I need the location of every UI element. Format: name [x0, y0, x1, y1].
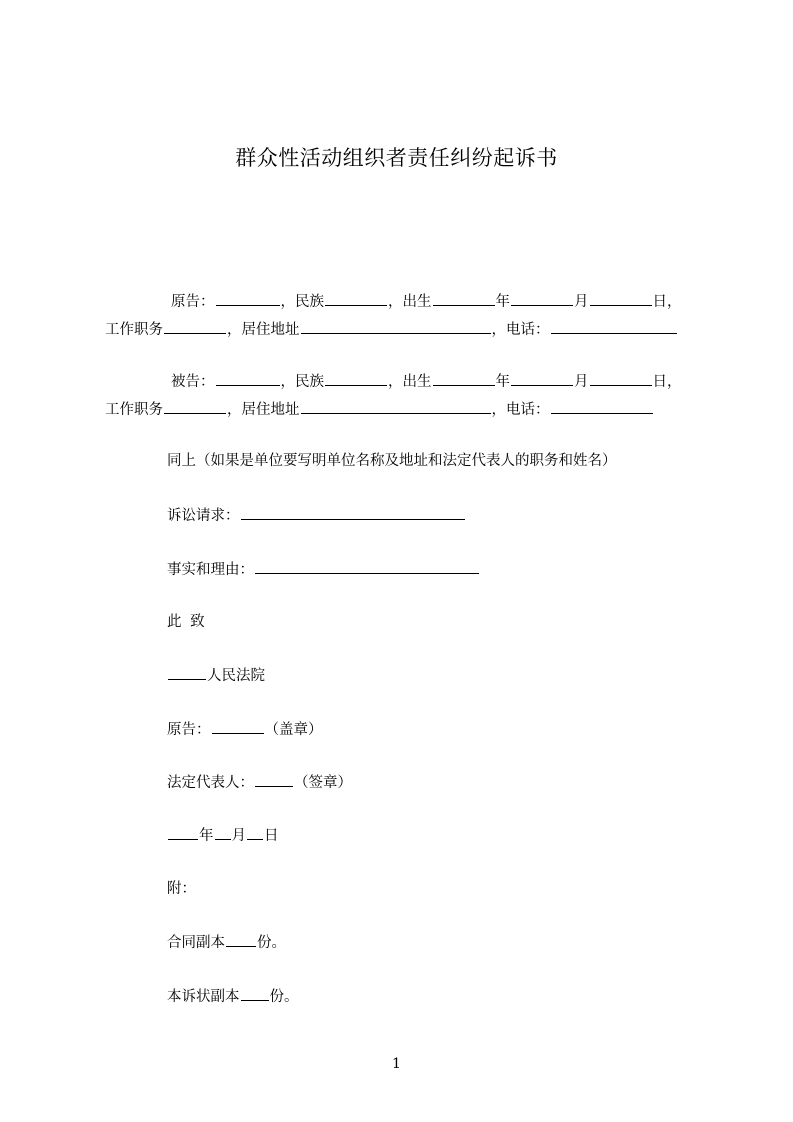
date-day-blank — [247, 825, 263, 840]
plaintiff-month-label: 月 — [574, 294, 589, 310]
plaintiff-name-blank — [216, 291, 280, 306]
plaintiff-line-2 — [105, 319, 678, 340]
attachment-complaint-copies — [167, 986, 299, 1007]
plaintiff-phone-label: ，电话： — [491, 322, 550, 338]
defendant-ethnicity-blank — [325, 371, 387, 386]
court-blank — [168, 665, 206, 680]
defendant-phone-label: ，电话： — [491, 402, 550, 418]
plaintiff-label: 原告： — [171, 294, 215, 310]
defendant-year-label: 年 — [495, 374, 510, 390]
salutation: 此 致 — [167, 614, 205, 630]
contract-copies-blank — [226, 932, 256, 947]
date-month-label: 月 — [231, 828, 246, 844]
plaintiff-day-label: 日， — [652, 294, 682, 310]
attachment-label: 附： — [167, 881, 196, 897]
plaintiff-job-label: 工作职务 — [105, 322, 163, 338]
legal-rep-blank — [255, 772, 293, 787]
attachment-complaint-label: 本诉状副本 — [167, 989, 240, 1005]
legal-rep-label: 法定代表人： — [167, 775, 254, 791]
plaintiff-ethnicity-blank — [325, 291, 387, 306]
defendant-month-blank — [511, 371, 573, 386]
claims-line — [167, 505, 466, 526]
plaintiff-job-blank — [164, 319, 226, 334]
facts-label: 事实和理由： — [167, 562, 254, 578]
date-line — [167, 825, 279, 846]
legal-rep-line — [167, 772, 352, 793]
defendant-label: 被告： — [171, 374, 215, 390]
attachment-complaint-unit: 份。 — [269, 989, 299, 1005]
defendant-ethnicity-label: ，民族 — [280, 374, 324, 390]
page-number: 1 — [392, 1056, 401, 1072]
plaintiff-birth-label: ，出生 — [388, 294, 432, 310]
date-month-blank — [215, 825, 231, 840]
plaintiff-month-blank — [511, 291, 573, 306]
court-label: 人民法院 — [207, 668, 265, 684]
defendant-phone-blank — [551, 399, 653, 414]
plaintiff-signature-line — [167, 719, 323, 740]
defendant-line-2 — [105, 399, 654, 420]
plaintiff-ethnicity-label: ，民族 — [280, 294, 324, 310]
court-line — [167, 665, 265, 686]
defendant-month-label: 月 — [574, 374, 589, 390]
plaintiff-address-blank — [301, 319, 491, 334]
defendant-address-blank — [301, 399, 491, 414]
plaintiff-seal-blank — [212, 719, 264, 734]
plaintiff-year-label: 年 — [495, 294, 510, 310]
defendant-address-label: ，居住地址 — [227, 402, 300, 418]
complaint-copies-blank — [241, 986, 269, 1001]
document-title: 群众性活动组织者责任纠纷起诉书 — [235, 146, 558, 170]
plaintiff-phone-blank — [551, 319, 677, 334]
attachment-contract-copies — [167, 932, 286, 953]
facts-blank — [255, 559, 479, 574]
date-day-label: 日 — [264, 828, 279, 844]
attachment-contract-unit: 份。 — [257, 935, 286, 951]
defendant-day-blank — [590, 371, 652, 386]
plaintiff-line-1 — [171, 291, 682, 312]
defendant-line-1 — [171, 371, 682, 392]
attachment-contract-label: 合同副本 — [167, 935, 225, 951]
plaintiff-address-label: ，居住地址 — [227, 322, 300, 338]
sign-plaintiff-label: 原告： — [167, 722, 211, 738]
defendant-year-blank — [433, 371, 495, 386]
claims-label: 诉讼请求： — [167, 508, 240, 524]
defendant-birth-label: ，出生 — [388, 374, 432, 390]
defendant-job-label: 工作职务 — [105, 402, 163, 418]
date-year-label: 年 — [199, 828, 214, 844]
signature-label: （签章） — [294, 775, 352, 791]
date-year-blank — [168, 825, 198, 840]
defendant-name-blank — [216, 371, 280, 386]
same-as-above-note: 同上（如果是单位要写明单位名称及地址和法定代表人的职务和姓名） — [167, 453, 617, 469]
plaintiff-year-blank — [433, 291, 495, 306]
claims-blank — [241, 505, 465, 520]
defendant-day-label: 日， — [652, 374, 682, 390]
defendant-job-blank — [164, 399, 226, 414]
seal-label: （盖章） — [264, 722, 323, 738]
plaintiff-day-blank — [590, 291, 652, 306]
facts-line — [167, 559, 480, 580]
